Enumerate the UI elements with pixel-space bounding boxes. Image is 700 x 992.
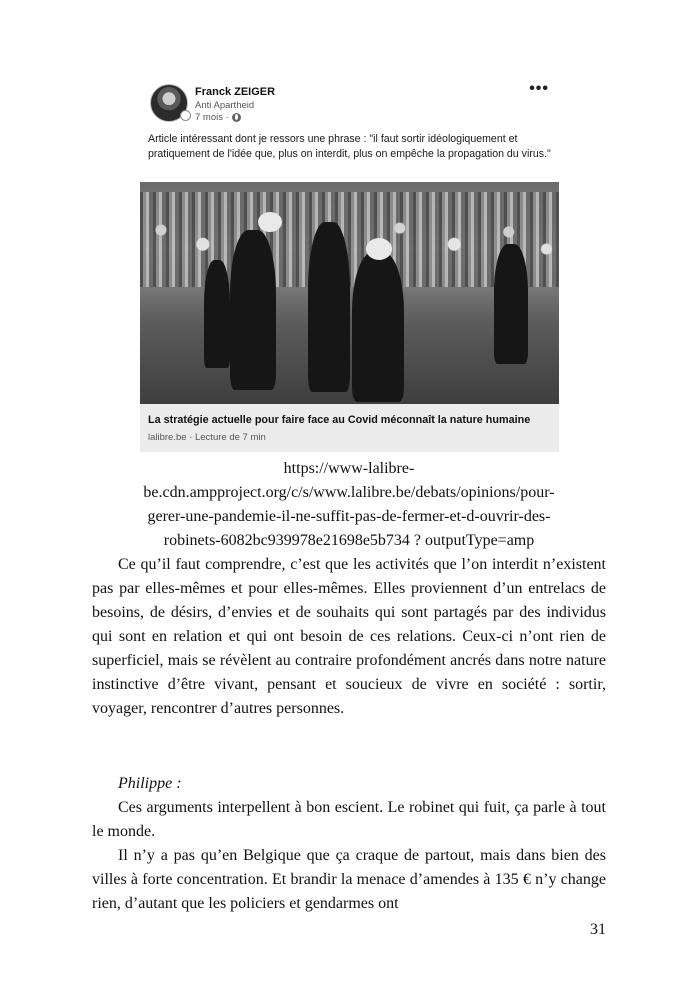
url-line: gerer-une-pandemie-il-ne-suffit-pas-de-fermer-et-d-ouvrir-des-	[147, 508, 551, 525]
helmet-left	[258, 212, 282, 232]
url-line: robinets-6082bc939978e21698e5b734 ? outputType=amp	[163, 532, 535, 549]
bystander-right	[494, 244, 528, 364]
online-status-icon	[180, 110, 191, 121]
post-text: Article intéressant dont je ressors une phrase : "il faut sortir idéologiquement et pratiquement de l'idée que, plus on interdit, plus on empêche la propagation du virus."	[148, 133, 551, 160]
body-paragraph-1: Ce qu’il faut comprendre, c’est que les activités que l’on interdit n’existent pas par elles-mêmes et pour elles-mêmes. Elles proviennent d’un entrelacs de besoins, de désirs, d’envies et de souhaits qui sont partagés par des individus qui sont en relation et qui ont besoin de ces relations. Ceux-ci n’ont rien de superficiel, mais se révèlent au contraire profondément ancrés dans notre nature instinctive d’être vivant, pensant et soucieux de vivre en société : sortir, voyager, rencontrer d’autres personnes.	[92, 556, 606, 717]
helmet-right	[366, 238, 392, 260]
post-meta	[195, 112, 241, 123]
speaker-name: Philippe :	[118, 775, 182, 792]
page-number: 31	[590, 921, 606, 938]
article-photo	[140, 182, 559, 404]
post-group: Anti Apartheid	[195, 100, 255, 111]
police-officer-left	[230, 230, 276, 390]
globe-icon	[232, 113, 241, 122]
more-options-icon: •••	[529, 80, 549, 97]
body-paragraph-2: Ces arguments interpellent à bon escient. Le robinet qui fuit, ça parle à tout le monde.	[92, 799, 606, 840]
link-source: lalibre.be · Lecture de 7 min	[148, 432, 266, 443]
body-paragraph-3: Il n’y a pas qu’en Belgique que ça craque de partout, mais dans bien des villes à forte concentration. Et brandir la menace d’amendes à 135 € n’y change rien, d’autant que les policiers et gendarmes ont	[92, 847, 606, 912]
url-line: https://www-lalibre-	[283, 460, 415, 477]
detained-person	[308, 222, 350, 392]
link-preview	[140, 404, 559, 452]
post-time: 7 mois ·	[195, 112, 229, 123]
url-line: be.cdn.ampproject.org/c/s/www.lalibre.be/debats/opinions/pour-	[143, 484, 555, 501]
facebook-post-screenshot	[140, 80, 559, 452]
article-url	[92, 457, 606, 553]
link-title: La stratégie actuelle pour faire face au Covid méconnaît la nature humaine	[148, 414, 531, 426]
post-author: Franck ZEIGER	[195, 86, 276, 98]
bystander-left	[204, 260, 230, 368]
police-officer-right	[352, 252, 404, 402]
